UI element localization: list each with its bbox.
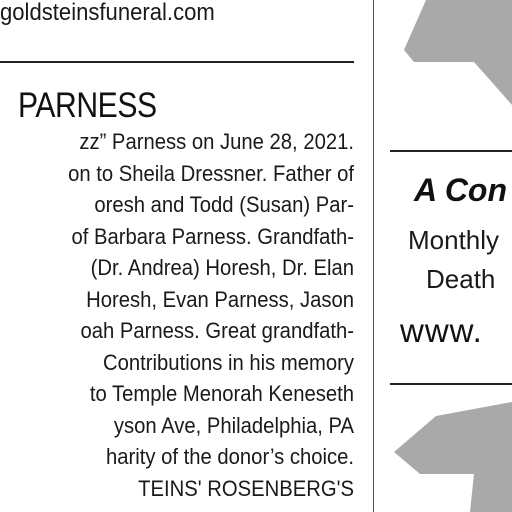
obituary-line: (Dr. Andrea) Horesh, Dr. Elan [90, 255, 354, 280]
ad-website: www. [400, 312, 483, 349]
obituary-body [0, 126, 354, 504]
decorative-ribbon-shape [374, 400, 512, 512]
ad-title: A Con [414, 172, 508, 208]
obituary-line: zz” Parness on June 28, 2021. [79, 129, 354, 154]
obituary-line: yson Ave, Philadelphia, PA [113, 412, 354, 438]
obituary-line: oresh and Todd (Susan) Par- [94, 192, 354, 217]
obituary-line: oah Parness. Great grandfath- [80, 318, 354, 343]
obituary-line: harity of the donor’s choice. [105, 444, 354, 469]
ribbon-shape-top [404, 0, 512, 105]
ribbon-shape-bottom [394, 402, 512, 512]
advertisement-column [374, 0, 512, 512]
funeral-home-website: goldsteinsfuneral.com [0, 0, 215, 26]
ad-divider-top [390, 150, 512, 152]
obituary-line: to Temple Menorah Keneseth [89, 381, 354, 406]
ad-text-line: Monthly [408, 225, 500, 255]
section-divider [0, 61, 354, 63]
obituary-line: of Barbara Parness. Grandfath- [71, 223, 354, 249]
ad-divider-bottom [390, 383, 512, 385]
ad-text-line: Death [426, 264, 496, 294]
obituary-line: Horesh, Evan Parness, Jason [86, 286, 354, 312]
decorative-ribbon-shape [374, 0, 512, 105]
obituary-line: TEINS' ROSENBERG'S [138, 475, 354, 501]
obituary-headline: PARNESS [18, 86, 157, 125]
obituary-line: Contributions in his memory [103, 349, 354, 375]
obituary-line: on to Sheila Dressner. Father of [68, 160, 354, 186]
